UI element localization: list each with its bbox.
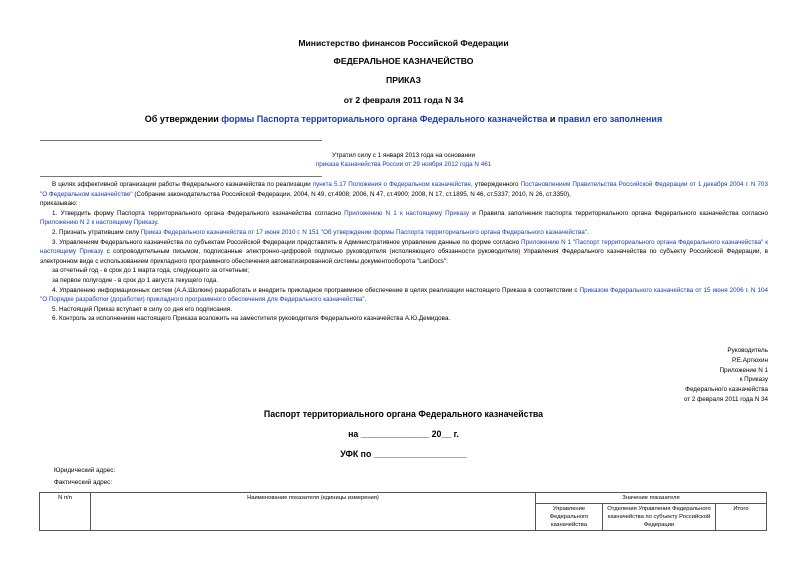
passport-ufk-line: УФК по ___________________ <box>340 449 467 459</box>
paragraph-annual-deadline: за отчетный год - в срок до 1 марта года, следующего за отчетным; <box>52 267 249 275</box>
annex-date: от 2 февраля 2011 года N 34 <box>683 395 768 403</box>
doc-date-number: от 2 февраля 2011 года N 34 <box>343 95 464 105</box>
annex-label: Приложение N 1 <box>719 366 768 374</box>
paragraph-item-1: 1. Утвердить форму Паспорта территориального органа Федерального казначейства согласно Приложению N 1 к настоящему Приказу и Правила заполнения паспорта территориального органа Федерального казначейства согласно Приложению N 2 к настоящему Приказу. <box>40 209 769 227</box>
col-name-header: Наименование показателя (единицы измерения) <box>91 493 536 531</box>
col-number-header: N п/п <box>40 493 91 531</box>
signature-name: Р.Е.Артюхин <box>732 356 768 364</box>
status-note-line1: Утратил силу с 1 января 2013 года на основании <box>331 152 476 159</box>
col-value-header: Значение показателя <box>536 493 767 504</box>
link-order-151[interactable]: Приказ Федерального казначейства от 17 июня 2010 г. N 151 "Об утверждении формы Паспорта территориального органа Федерального казначейства" <box>140 228 588 236</box>
doc-type-heading: ПРИКАЗ <box>386 75 421 85</box>
link-government-decree[interactable]: Постановлением Правительства Российской Федерации от 1 декабря 2004 г. N 703 "О Федеральном казначействе" <box>40 181 768 198</box>
paragraph-item-6: 6. Контроль за исполнением настоящего Приказа возложить на заместителя руководителя Федерального казначейства А.Ю.Демидова. <box>52 315 451 323</box>
annex-to-order: к Приказу <box>739 376 768 384</box>
sub-col-office: Управление Федерального казначейства <box>536 504 603 531</box>
paragraph-halfyear-deadline: за первое полугодие - в срок до 1 августа текущего года. <box>52 276 219 284</box>
paragraph-item-3: 3. Управлениям Федерального казначейства по субъектам Российской Федерации представлять в Административное управление данные по форме согласно Приложению N 1 "Паспорт территориального органа Федерального казначейства" к настоящему Приказу с сопроводительным письмом, подписанные электронно-цифровой подписью руководителя (исполняющего обязанности руководителя) Управления Федерального казначейства по субъекту Российской Федерации, в электронном виде с использованием прикладного программного обеспечения автоматизированной системы документооборота "LanDocs": <box>40 238 769 265</box>
paragraph-item-4: 4. Управлению информационных систем (А.А.Шолкин) разработать и внедрить прикладное программное обеспечение в целях реализации настоящего Приказа в соответствии с Приказом Федерального казначейства от 15 июня 2006 г. N 104 "О Порядке разработки (доработки) прикладного программного обеспечения для Федерального казначейства". <box>40 286 768 304</box>
link-order-104[interactable]: Приказом Федерального казначейства от 15 июня 2006 г. N 104 "О Порядке разработки (доработки) прикладного программного обеспечения для Федерального казначейства" <box>40 286 768 304</box>
legal-address-label: Юридический адрес: <box>54 467 116 474</box>
divider-bottom <box>40 176 322 177</box>
table-header-row <box>40 493 767 504</box>
actual-address-label: Фактический адрес: <box>54 479 113 486</box>
link-annex-1-passport[interactable]: Приложению N 1 "Паспорт территориального органа Федерального казначейства" к настоящему Приказу <box>40 238 769 256</box>
link-annex-2[interactable]: Приложению N 2 к настоящему Приказу <box>40 219 157 227</box>
agency-heading: ФЕДЕРАЛЬНОЕ КАЗНАЧЕЙСТВО <box>333 56 474 66</box>
link-annex-1[interactable]: Приложению N 1 к настоящему Приказу <box>344 209 470 217</box>
sub-col-branches: Отделения Управления Федерального казначейства по субъекту Российской Федерации <box>603 504 716 531</box>
status-note-link[interactable]: приказа Казначейства России от 29 ноября 2012 года N 461 <box>315 161 492 168</box>
document-title <box>0 114 807 124</box>
paragraph-item-2: 2. Признать утратившим силу Приказ Федерального казначейства от 17 июня 2010 г. N 151 "Об утверждении формы Паспорта территориального органа Федерального казначейства". <box>52 228 589 236</box>
annex-agency: Федерального казначейства <box>685 386 768 394</box>
title-link-form[interactable]: формы Паспорта территориального органа Федерального казначейства <box>221 114 548 124</box>
passport-date-line: на ______________ 20__ г. <box>348 429 459 439</box>
title-link-rules[interactable]: правил его заполнения <box>557 114 663 124</box>
paragraph-item-5: 5. Настоящий Приказ вступает в силу со дня его подписания. <box>52 305 232 313</box>
signature-block <box>568 346 768 405</box>
sub-col-total: Итого <box>716 504 767 531</box>
divider-top <box>40 140 322 141</box>
paragraph-preamble: В целях эффективной организации работы Федерального казначейства по реализации пункта 5.17 Положения о Федеральном казначействе, утвержденного Постановлением Правительства Российской Федерации от 1 декабря 2004 г. N 703 "О Федеральном казначействе" (Собрание законодательства Российской Федерации, 2004, N 49, ст.4908; 2006, N 47, ст.4900; 2008, N 17, ст.1895, N 46, ст.5337; 2010, N 26, ст.3350), <box>40 181 768 198</box>
paragraph-order: приказываю: <box>40 200 78 208</box>
passport-title: Паспорт территориального органа Федерального казначейства <box>263 409 544 419</box>
passport-table <box>39 492 767 531</box>
link-clause-5-17[interactable]: пункта 5.17 Положения о Федеральном казначействе <box>312 181 471 188</box>
signature-role: Руководитель <box>727 347 768 354</box>
body-text <box>40 180 768 324</box>
title-mid: и <box>547 114 558 124</box>
ministry-heading: Министерство финансов Российской Федерации <box>298 38 509 48</box>
title-prefix: Об утверждении <box>144 114 222 124</box>
